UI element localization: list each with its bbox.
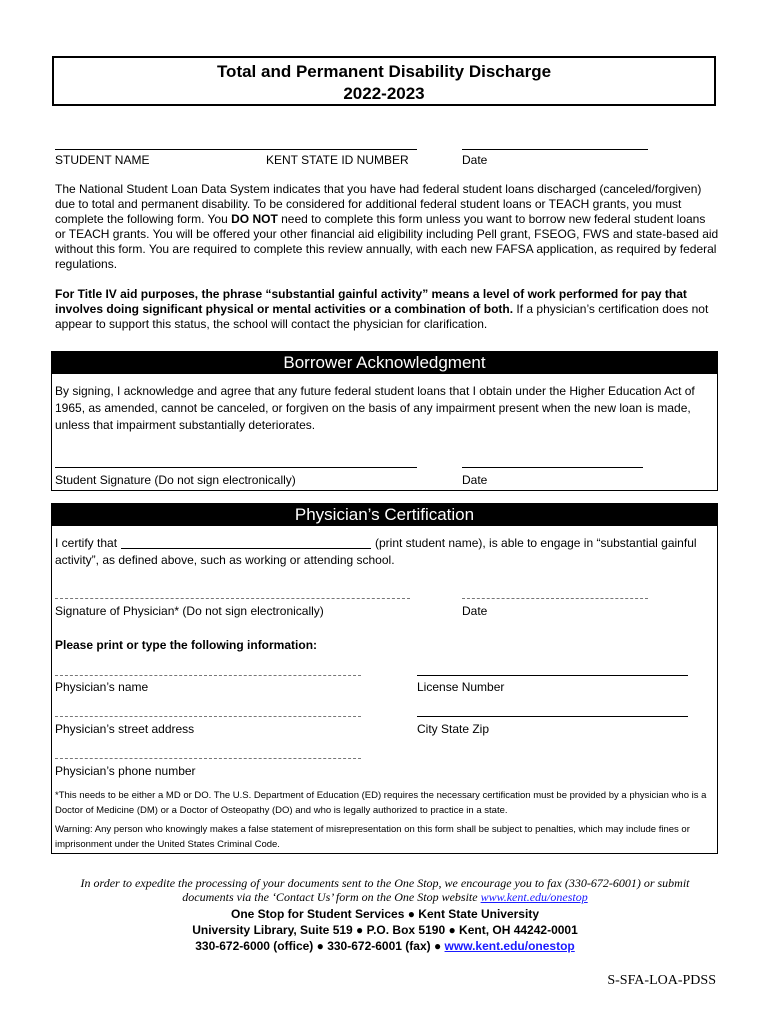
student-name-label: STUDENT NAME <box>55 153 150 167</box>
physician-name-line[interactable] <box>55 675 361 676</box>
physician-signature-line[interactable] <box>55 598 410 599</box>
physician-date-label: Date <box>462 604 488 618</box>
city-state-zip-line[interactable] <box>417 716 688 717</box>
footer-instructions: In order to expedite the processing of your documents sent to the One Stop, we encourage you to fax (330-672-6001) or submit documents via the ‘Contact Us’ form on the One Stop website www.kent.edu/onestop <box>80 876 690 904</box>
borrower-date-label: Date <box>462 473 488 487</box>
kent-id-label: KENT STATE ID NUMBER <box>266 153 409 167</box>
onestop-link-italic[interactable]: www.kent.edu/onestop <box>480 890 588 904</box>
license-number-line[interactable] <box>417 675 688 676</box>
false-statement-warning: Warning: Any person who knowingly makes a false statement of misrepresentation on this form shall be subject to penalties, which may include fines or imprisonment under the United States Criminal Code. <box>55 824 690 850</box>
physician-phone-line[interactable] <box>55 758 361 759</box>
physician-footnote: *This needs to be either a MD or DO. The U.S. Department of Education (ED) requires the necessary certification must be provided by a physician who is a Doctor of Medicine (DM) or a Doctor of Osteopathy (DO) and who is legally authorized to practice in a state. <box>55 790 707 816</box>
student-name-id-line[interactable] <box>55 149 417 150</box>
borrower-date-line[interactable] <box>462 467 643 468</box>
certify-continuation: activity”, as defined above, such as working or attending school. <box>55 553 395 567</box>
student-signature-line[interactable] <box>55 467 417 468</box>
intro-paragraph: The National Student Loan Data System indicates that you have had federal student loans discharged (canceled/forgiven) due to total and permanent disability. To be considered for additional federal student loans or TEACH grants, you must complete the following form. You DO NOT need to complete this form unless you want to borrow new federal student loans or TEACH grants. You will be offered your other financial aid eligibility including Pell grant, FSEOG, FWS and state-based aid without this form. You are required to complete this review annually, with each new FAFSA application, as required by federal regulations. <box>55 182 719 271</box>
physician-signature-label: Signature of Physician* (Do not sign electronically) <box>55 604 324 618</box>
student-signature-label: Student Signature (Do not sign electronically) <box>55 473 296 487</box>
certify-prefix: I certify that <box>55 536 118 550</box>
physician-heading: Physician’s Certification <box>52 504 717 526</box>
physician-name-label: Physician’s name <box>55 680 149 694</box>
onestop-link[interactable]: www.kent.edu/onestop <box>444 939 575 953</box>
footer-contact: One Stop for Student Services ● Kent State University University Library, Suite 519 ● P.O. Box 5190 ● Kent, OH 44242-0001 330-672-6000 (office) ● 330-672-6001 (fax) ● www.kent.edu/onestop <box>192 907 578 953</box>
physician-address-line[interactable] <box>55 716 361 717</box>
form-year: 2022-2023 <box>343 84 425 103</box>
print-info-prompt: Please print or type the following information: <box>55 638 318 652</box>
form-code: S-SFA-LOA-PDSS <box>607 973 716 988</box>
physician-phone-label: Physician’s phone number <box>55 764 196 778</box>
physician-date-line[interactable] <box>462 598 648 599</box>
certify-suffix: (print student name), is able to engage in “substantial gainful <box>375 536 697 550</box>
license-number-label: License Number <box>417 680 505 694</box>
form-title-box <box>52 56 716 106</box>
borrower-text: By signing, I acknowledge and agree that any future federal student loans that I obtain under the Higher Education Act of 1965, as amended, cannot be canceled, or forgiven on the basis of any impairment present when the new loan is made, unless that impairment substantially deteriorates. <box>55 384 695 432</box>
physician-address-label: Physician’s street address <box>55 722 195 736</box>
header-date-line[interactable] <box>462 149 648 150</box>
header-date-label: Date <box>462 153 488 167</box>
city-state-zip-label: City State Zip <box>417 722 490 736</box>
borrower-heading: Borrower Acknowledgment <box>52 352 717 374</box>
sga-definition-paragraph: For Title IV aid purposes, the phrase “substantial gainful activity” means a level of work performed for pay that involves doing significant physical or mental activities or a combination of both. If a physician’s certification does not appear to support this status, the school will contact the physician for clarification. <box>55 287 709 331</box>
form-title: Total and Permanent Disability Discharge <box>216 62 552 81</box>
student-print-name-line[interactable] <box>121 548 371 549</box>
